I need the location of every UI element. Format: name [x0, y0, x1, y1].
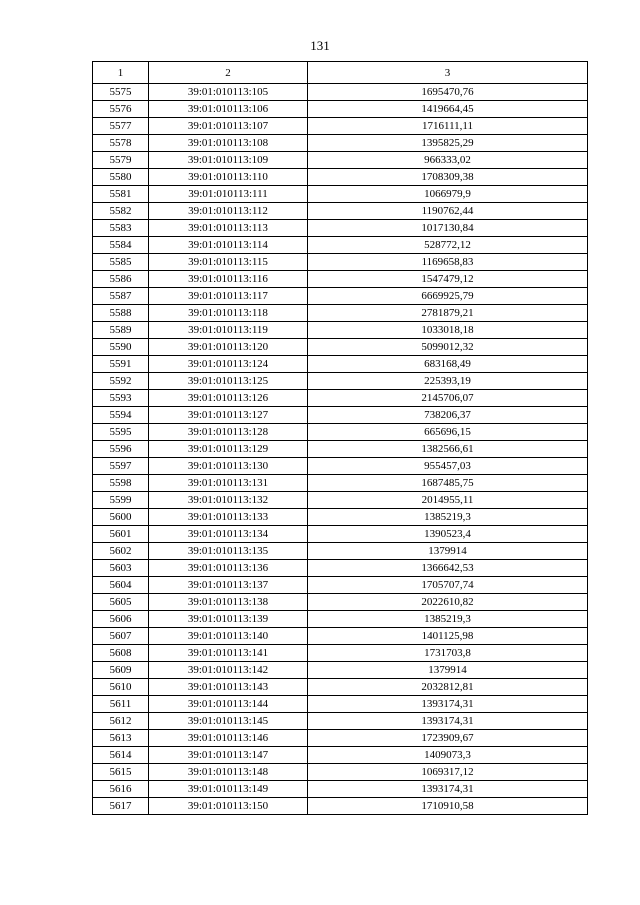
- table-row: [93, 390, 588, 407]
- cadastral-number-cell: 39:01:010113:130: [149, 458, 308, 475]
- table-row: [93, 679, 588, 696]
- table-row: [93, 764, 588, 781]
- column-header-3: 3: [308, 62, 588, 84]
- row-number-cell: 5578: [93, 135, 149, 152]
- value-cell: 1708309,38: [308, 169, 588, 186]
- row-number-cell: 5606: [93, 611, 149, 628]
- cadastral-number-cell: 39:01:010113:131: [149, 475, 308, 492]
- row-number-cell: 5595: [93, 424, 149, 441]
- cadastral-number-cell: 39:01:010113:150: [149, 798, 308, 815]
- value-cell: 1710910,58: [308, 798, 588, 815]
- table-row: [93, 781, 588, 798]
- cadastral-number-cell: 39:01:010113:107: [149, 118, 308, 135]
- row-number-cell: 5579: [93, 152, 149, 169]
- row-number-cell: 5580: [93, 169, 149, 186]
- row-number-cell: 5577: [93, 118, 149, 135]
- table-row: [93, 220, 588, 237]
- value-cell: 2014955,11: [308, 492, 588, 509]
- table-row: [93, 730, 588, 747]
- table-row: [93, 203, 588, 220]
- row-number-cell: 5608: [93, 645, 149, 662]
- cadastral-number-cell: 39:01:010113:145: [149, 713, 308, 730]
- value-cell: 1379914: [308, 543, 588, 560]
- row-number-cell: 5576: [93, 101, 149, 118]
- table-row: [93, 526, 588, 543]
- value-cell: 2781879,21: [308, 305, 588, 322]
- value-cell: 955457,03: [308, 458, 588, 475]
- row-number-cell: 5598: [93, 475, 149, 492]
- row-number-cell: 5584: [93, 237, 149, 254]
- table-row: [93, 662, 588, 679]
- table-row: [93, 288, 588, 305]
- table-row: [93, 339, 588, 356]
- value-cell: 1390523,4: [308, 526, 588, 543]
- column-header-2: 2: [149, 62, 308, 84]
- row-number-cell: 5602: [93, 543, 149, 560]
- value-cell: 1393174,31: [308, 713, 588, 730]
- value-cell: 6669925,79: [308, 288, 588, 305]
- cadastral-number-cell: 39:01:010113:110: [149, 169, 308, 186]
- cadastral-number-cell: 39:01:010113:146: [149, 730, 308, 747]
- cadastral-number-cell: 39:01:010113:111: [149, 186, 308, 203]
- cadastral-number-cell: 39:01:010113:128: [149, 424, 308, 441]
- cadastral-number-cell: 39:01:010113:141: [149, 645, 308, 662]
- value-cell: 1069317,12: [308, 764, 588, 781]
- row-number-cell: 5586: [93, 271, 149, 288]
- cadastral-number-cell: 39:01:010113:120: [149, 339, 308, 356]
- row-number-cell: 5613: [93, 730, 149, 747]
- row-number-cell: 5611: [93, 696, 149, 713]
- value-cell: 683168,49: [308, 356, 588, 373]
- value-cell: 738206,37: [308, 407, 588, 424]
- table-row: [93, 594, 588, 611]
- row-number-cell: 5612: [93, 713, 149, 730]
- cadastral-value-table: [92, 61, 588, 815]
- value-cell: 1190762,44: [308, 203, 588, 220]
- cadastral-number-cell: 39:01:010113:135: [149, 543, 308, 560]
- row-number-cell: 5583: [93, 220, 149, 237]
- cadastral-number-cell: 39:01:010113:117: [149, 288, 308, 305]
- row-number-cell: 5610: [93, 679, 149, 696]
- table-row: [93, 560, 588, 577]
- value-cell: 1705707,74: [308, 577, 588, 594]
- value-cell: 1393174,31: [308, 696, 588, 713]
- cadastral-number-cell: 39:01:010113:140: [149, 628, 308, 645]
- table-row: [93, 509, 588, 526]
- row-number-cell: 5592: [93, 373, 149, 390]
- table-row: [93, 696, 588, 713]
- cadastral-number-cell: 39:01:010113:114: [149, 237, 308, 254]
- cadastral-number-cell: 39:01:010113:147: [149, 747, 308, 764]
- cadastral-number-cell: 39:01:010113:142: [149, 662, 308, 679]
- cadastral-number-cell: 39:01:010113:126: [149, 390, 308, 407]
- row-number-cell: 5582: [93, 203, 149, 220]
- row-number-cell: 5597: [93, 458, 149, 475]
- table-row: [93, 611, 588, 628]
- cadastral-number-cell: 39:01:010113:139: [149, 611, 308, 628]
- cadastral-number-cell: 39:01:010113:134: [149, 526, 308, 543]
- row-number-cell: 5596: [93, 441, 149, 458]
- row-number-cell: 5615: [93, 764, 149, 781]
- table-row: [93, 628, 588, 645]
- table-row: [93, 747, 588, 764]
- value-cell: 1695470,76: [308, 84, 588, 101]
- value-cell: 225393,19: [308, 373, 588, 390]
- row-number-cell: 5607: [93, 628, 149, 645]
- cadastral-number-cell: 39:01:010113:113: [149, 220, 308, 237]
- value-cell: 1385219,3: [308, 509, 588, 526]
- table-row: [93, 798, 588, 815]
- cadastral-number-cell: 39:01:010113:136: [149, 560, 308, 577]
- value-cell: 1169658,83: [308, 254, 588, 271]
- table-row: [93, 152, 588, 169]
- value-cell: 665696,15: [308, 424, 588, 441]
- page-number: 131: [310, 38, 330, 53]
- table-row: [93, 407, 588, 424]
- cadastral-number-cell: 39:01:010113:119: [149, 322, 308, 339]
- table-body: [93, 84, 588, 815]
- table-row: [93, 135, 588, 152]
- value-cell: 5099012,32: [308, 339, 588, 356]
- table-row: [93, 577, 588, 594]
- table-row: [93, 186, 588, 203]
- table-row: [93, 713, 588, 730]
- table-row: [93, 84, 588, 101]
- table-row: [93, 356, 588, 373]
- row-number-cell: 5614: [93, 747, 149, 764]
- row-number-cell: 5599: [93, 492, 149, 509]
- table-row: [93, 424, 588, 441]
- table-row: [93, 237, 588, 254]
- value-cell: 1385219,3: [308, 611, 588, 628]
- row-number-cell: 5617: [93, 798, 149, 815]
- row-number-cell: 5601: [93, 526, 149, 543]
- value-cell: 1716111,11: [308, 118, 588, 135]
- cadastral-number-cell: 39:01:010113:106: [149, 101, 308, 118]
- table-row: [93, 271, 588, 288]
- row-number-cell: 5588: [93, 305, 149, 322]
- value-cell: 1395825,29: [308, 135, 588, 152]
- cadastral-number-cell: 39:01:010113:116: [149, 271, 308, 288]
- cadastral-number-cell: 39:01:010113:129: [149, 441, 308, 458]
- cadastral-number-cell: 39:01:010113:144: [149, 696, 308, 713]
- row-number-cell: 5589: [93, 322, 149, 339]
- cadastral-number-cell: 39:01:010113:133: [149, 509, 308, 526]
- value-cell: 1409073,3: [308, 747, 588, 764]
- table-row: [93, 645, 588, 662]
- cadastral-number-cell: 39:01:010113:108: [149, 135, 308, 152]
- row-number-cell: 5603: [93, 560, 149, 577]
- row-number-cell: 5575: [93, 84, 149, 101]
- value-cell: 1723909,67: [308, 730, 588, 747]
- cadastral-number-cell: 39:01:010113:143: [149, 679, 308, 696]
- value-cell: 1547479,12: [308, 271, 588, 288]
- table-header-row: [93, 62, 588, 84]
- row-number-cell: 5585: [93, 254, 149, 271]
- row-number-cell: 5581: [93, 186, 149, 203]
- value-cell: 966333,02: [308, 152, 588, 169]
- column-header-1: 1: [93, 62, 149, 84]
- table-row: [93, 322, 588, 339]
- table-row: [93, 492, 588, 509]
- value-cell: 528772,12: [308, 237, 588, 254]
- row-number-cell: 5594: [93, 407, 149, 424]
- row-number-cell: 5591: [93, 356, 149, 373]
- value-cell: 1419664,45: [308, 101, 588, 118]
- cadastral-number-cell: 39:01:010113:148: [149, 764, 308, 781]
- table-row: [93, 373, 588, 390]
- cadastral-number-cell: 39:01:010113:105: [149, 84, 308, 101]
- value-cell: 2022610,82: [308, 594, 588, 611]
- row-number-cell: 5604: [93, 577, 149, 594]
- value-cell: 1017130,84: [308, 220, 588, 237]
- cadastral-number-cell: 39:01:010113:124: [149, 356, 308, 373]
- table-header: [93, 62, 588, 84]
- row-number-cell: 5609: [93, 662, 149, 679]
- row-number-cell: 5590: [93, 339, 149, 356]
- cadastral-number-cell: 39:01:010113:132: [149, 492, 308, 509]
- value-cell: 1382566,61: [308, 441, 588, 458]
- table-row: [93, 101, 588, 118]
- value-cell: 1731703,8: [308, 645, 588, 662]
- value-cell: 1366642,53: [308, 560, 588, 577]
- value-cell: 2032812,81: [308, 679, 588, 696]
- table-row: [93, 475, 588, 492]
- table-row: [93, 305, 588, 322]
- cadastral-number-cell: 39:01:010113:115: [149, 254, 308, 271]
- table-row: [93, 118, 588, 135]
- value-cell: 2145706,07: [308, 390, 588, 407]
- cadastral-number-cell: 39:01:010113:118: [149, 305, 308, 322]
- row-number-cell: 5587: [93, 288, 149, 305]
- table-row: [93, 441, 588, 458]
- cadastral-number-cell: 39:01:010113:149: [149, 781, 308, 798]
- cadastral-number-cell: 39:01:010113:138: [149, 594, 308, 611]
- row-number-cell: 5593: [93, 390, 149, 407]
- value-cell: 1066979,9: [308, 186, 588, 203]
- row-number-cell: 5616: [93, 781, 149, 798]
- value-cell: 1687485,75: [308, 475, 588, 492]
- table-row: [93, 458, 588, 475]
- cadastral-number-cell: 39:01:010113:112: [149, 203, 308, 220]
- row-number-cell: 5600: [93, 509, 149, 526]
- row-number-cell: 5605: [93, 594, 149, 611]
- table-row: [93, 169, 588, 186]
- cadastral-number-cell: 39:01:010113:109: [149, 152, 308, 169]
- value-cell: 1393174,31: [308, 781, 588, 798]
- table-row: [93, 543, 588, 560]
- cadastral-number-cell: 39:01:010113:137: [149, 577, 308, 594]
- value-cell: 1401125,98: [308, 628, 588, 645]
- value-cell: 1379914: [308, 662, 588, 679]
- cadastral-number-cell: 39:01:010113:125: [149, 373, 308, 390]
- value-cell: 1033018,18: [308, 322, 588, 339]
- cadastral-number-cell: 39:01:010113:127: [149, 407, 308, 424]
- table-row: [93, 254, 588, 271]
